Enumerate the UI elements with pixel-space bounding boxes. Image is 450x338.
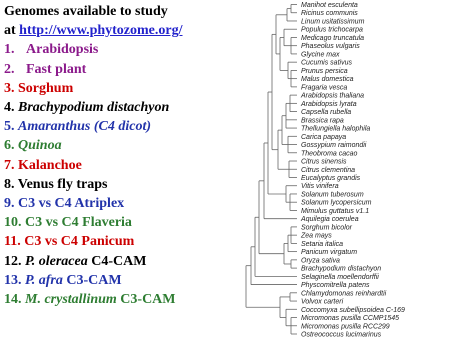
item-text: Venus fly traps xyxy=(17,176,108,192)
species-label: Glycine max xyxy=(301,51,340,59)
species-label: Physcomitrella patens xyxy=(301,282,370,290)
species-label: Prunus persica xyxy=(301,67,348,75)
species-label: Ricinus communis xyxy=(301,10,358,18)
heading-line-2 xyxy=(4,21,254,40)
heading-line-1: Genomes available to study xyxy=(4,4,168,19)
genome-list-item xyxy=(4,213,254,232)
genome-list-item xyxy=(4,40,254,59)
item-pathway: C3-CAM xyxy=(66,272,122,288)
species-label: Gossypium raimondii xyxy=(301,142,367,150)
phytozome-link[interactable]: http://www.phytozome.org/ xyxy=(19,23,183,39)
item-number: 14. xyxy=(4,292,22,308)
item-number: 4. xyxy=(4,100,15,116)
item-species: P. oleracea xyxy=(25,253,88,269)
species-label: Citrus sinensis xyxy=(301,158,347,166)
species-label: Populus trichocarpa xyxy=(301,26,363,34)
species-label: Arabidopsis lyrata xyxy=(301,100,357,108)
species-label: Capsella rubella xyxy=(301,109,352,117)
item-pathway: C4-CAM xyxy=(91,253,147,269)
item-pathway: C3-CAM xyxy=(120,292,176,308)
genome-list-item xyxy=(4,271,254,290)
item-number: 3. xyxy=(4,80,15,96)
item-text: C3 vs C4 Flaveria xyxy=(25,215,132,231)
item-number: 12. xyxy=(4,253,22,269)
species-label: Malus domestica xyxy=(301,76,354,84)
genome-list-item xyxy=(4,79,254,98)
species-label: Cucumis sativus xyxy=(301,59,352,67)
species-label: Arabidopsis thaliana xyxy=(301,92,365,100)
species-label: Mimulus guttatus v1.1 xyxy=(301,207,370,215)
item-text: Brachypodium distachyon xyxy=(18,100,170,116)
species-label: Panicum virgatum xyxy=(301,249,358,257)
species-label: Zea mays xyxy=(301,232,332,240)
species-label: Aquilegia coerulea xyxy=(301,216,359,224)
item-text: Amaranthus (C4 dicot) xyxy=(18,119,152,135)
genome-list-item xyxy=(4,194,254,213)
item-text: C3 vs C4 Panicum xyxy=(24,234,135,250)
genome-list-item xyxy=(4,60,254,79)
genome-list-item xyxy=(4,232,254,251)
species-label: Citrus clementina xyxy=(301,166,356,174)
item-number: 11. xyxy=(4,234,21,250)
heading-prefix: at xyxy=(4,23,20,39)
species-label: Volvox carteri xyxy=(301,298,344,306)
item-species: M. crystallinum xyxy=(25,292,117,308)
species-label: Chlamydomonas reinhardtii xyxy=(301,290,387,298)
species-label: Eucalyptus grandis xyxy=(301,174,361,182)
species-label: Manihot esculenta xyxy=(301,2,358,9)
genome-list-item xyxy=(4,175,254,194)
species-label: Oryza sativa xyxy=(301,257,340,265)
genome-list-item xyxy=(4,290,254,309)
item-number: 13. xyxy=(4,272,22,288)
species-label: Brachypodium distachyon xyxy=(301,265,382,273)
item-text: C3 vs C4 Atriplex xyxy=(18,196,125,212)
genome-list-item xyxy=(4,117,254,136)
genome-list-panel xyxy=(4,2,254,309)
species-label: Solanum tuberosum xyxy=(301,191,364,199)
species-label: Micromonas pusilla RCC299 xyxy=(301,323,390,331)
species-label: Brassica rapa xyxy=(301,117,344,125)
item-number: 7. xyxy=(4,157,15,173)
item-number: 9. xyxy=(4,196,15,212)
species-label: Linum usitatissimum xyxy=(301,18,365,26)
species-label: Thellungiella halophila xyxy=(301,125,371,133)
item-number: 8. xyxy=(4,176,15,192)
item-number: 10. xyxy=(4,215,22,231)
item-number: 5. xyxy=(4,119,15,135)
item-text: Quinoa xyxy=(18,138,62,154)
species-label: Micromonas pusilla CCMP1545 xyxy=(301,315,400,323)
genome-list xyxy=(4,40,254,309)
item-number: 1. xyxy=(4,42,15,58)
species-label: Solanum lycopersicum xyxy=(301,199,372,207)
genome-list-item xyxy=(4,156,254,175)
item-text: Arabidopsis xyxy=(26,42,99,58)
species-label: Fragaria vesca xyxy=(301,84,348,92)
item-species: P. afra xyxy=(25,272,63,288)
species-label: Sorghum bicolor xyxy=(301,224,352,232)
species-label: Theobroma cacao xyxy=(301,150,358,158)
species-label: Carica papaya xyxy=(301,133,347,141)
item-text: Kalanchoe xyxy=(18,157,82,173)
species-label: Coccomyxa subellipsoidea C-169 xyxy=(301,306,405,314)
genome-list-item xyxy=(4,136,254,155)
species-label: Phaseolus vulgaris xyxy=(301,43,360,51)
item-number: 2. xyxy=(4,61,15,77)
item-text: Fast plant xyxy=(26,61,87,77)
species-label: Ostreococcus lucimarinus xyxy=(301,331,382,338)
genome-list-item xyxy=(4,98,254,117)
species-label: Medicago truncatula xyxy=(301,34,365,42)
species-label: Selaginella moellendorffii xyxy=(301,273,379,281)
species-label: Setaria italica xyxy=(301,240,344,248)
species-label: Vitis vinifera xyxy=(301,183,339,191)
genome-list-item xyxy=(4,252,254,271)
item-number: 6. xyxy=(4,138,15,154)
item-text: Sorghum xyxy=(18,80,74,96)
